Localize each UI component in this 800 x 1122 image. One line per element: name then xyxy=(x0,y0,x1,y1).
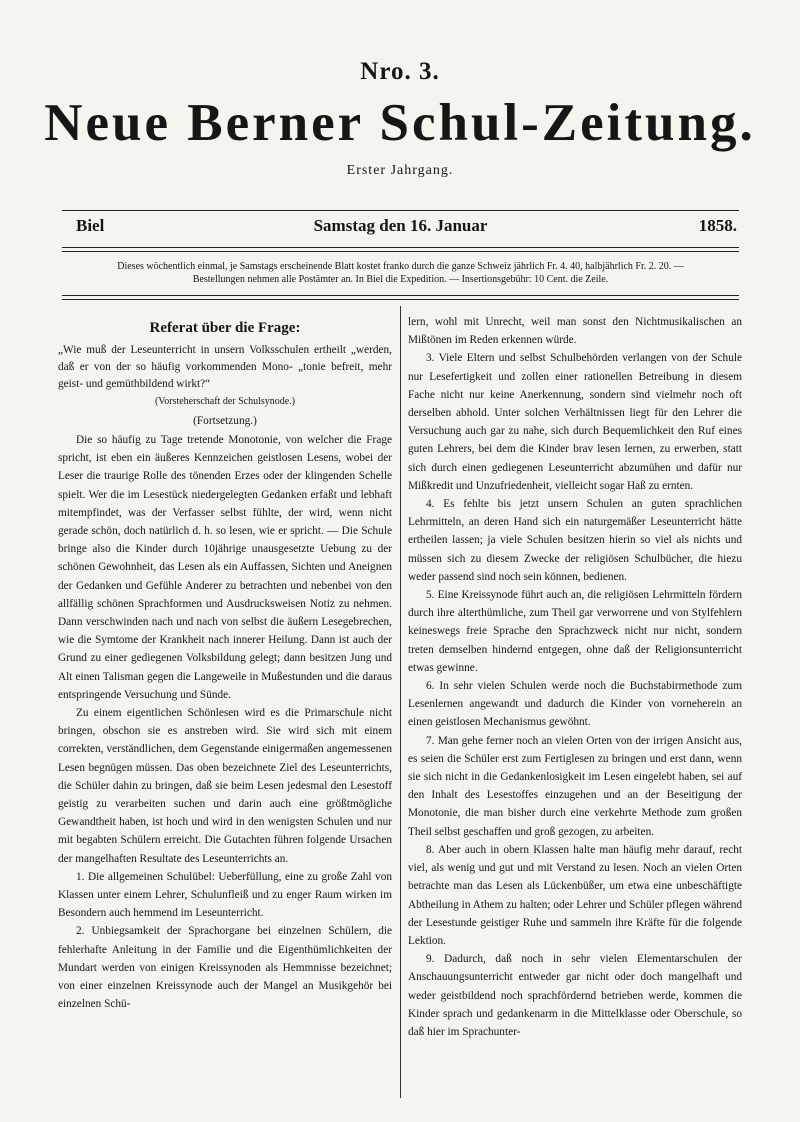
paragraph: 9. Dadurch, daß noch in sehr vielen Elementarschulen der Anschauungsunterricht entweder gar nicht oder doch mangelhaft und weder geistbildend noch sprachfördernd betrieben werde, kommen die Kinder sprach und gedankenarm in die Mittelklasse oder Oberschule, so daß hier im Sprachunter- xyxy=(408,953,742,1038)
dateline-year: 1858. xyxy=(698,216,737,235)
right-column xyxy=(408,313,742,1041)
newspaper-title: Neue Berner Schul-Zeitung. xyxy=(44,94,756,152)
paragraph: 8. Aber auch in obern Klassen halte man häufig mehr darauf, recht viel, als wenig und gut und mit Verstand zu lesen. Noch an vielen Orten betrachte man das Lesen als Lückenbüßer, um etwa eine unbeschäftigte Abtheilung in Athem zu halten; oder Lehrer und Schüler pflegen während der Lesestunde geistiger Ruhe und sammeln ihre Kräfte für die folgende Lektion. xyxy=(408,843,742,947)
paragraph: 4. Es fehlte bis jetzt unsern Schulen an guten sprachlichen Lehrmitteln, an deren Hand sich ein naturgemäßer Leseunterricht hätte ertheilen lassen; ja viele Schulen besitzen hierin so viel als nichts und müssen sich zu diesem Zwecke der religiösen Schulbücher, die hiezu weder passend sind noch sein können, bedienen. xyxy=(408,498,742,583)
paragraph: 7. Man gehe ferner noch an vielen Orten von der irrigen Ansicht aus, es seien die Schüler erst zum Fertiglesen zu bringen und erst dann, wenn sie sich nicht in die Gedankenlosigkeit im Lesen eingelebt haben, sei auf den Inhalt des Lesestoffes einzugehen und an der Beseitigung der Monotonie, die man bisher durch eine verkehrte Methode zum großen Theil selbst geschaffen und groß gezogen, zu arbeiten. xyxy=(408,734,742,838)
paragraph: Zu einem eigentlichen Schönlesen wird es die Primarschule nicht bringen, obschon sie es anstreben wird. Sie wird sich mit einem correkten, verständlichen, dem Gegenstande einigermaßen angemessenen Lesen begnügen müssen. Das oben bezeichnete Ziel des Leseunterrichts, die Schüler dahin zu bringen, daß sie beim Lesen jedesmal den Lesestoff geistig zu verarbeiten suchen und darin auch eine größtmögliche Gewandtheit haben, ist hoch und wird in den wenigsten Schulen und nur mit begabten Schülern erreicht. Die Gutachten führen folgende Ursachen der mangelhaften Resultate des Leseunterrichts an. xyxy=(58,707,392,865)
column-divider xyxy=(400,306,401,1098)
paragraph: lern, wohl mit Unrecht, weil man sonst den Nichtmusikalischen an Mißtönen im Reden erkennen würde. xyxy=(408,316,742,347)
top-rule xyxy=(62,210,739,211)
paragraph: 6. In sehr vielen Schulen werde noch die Buchstabirmethode zum Lesenlernen angewandt und dadurch die Kinder von vorneherein an einen geistlosen Mechanismus gewöhnt. xyxy=(408,680,742,729)
dateline-rule-2 xyxy=(62,251,739,252)
article-attribution: (Vorsteherschaft der Schulsynode.) xyxy=(154,396,296,407)
left-column xyxy=(58,313,392,1014)
paragraph: 3. Viele Eltern und selbst Schulbehörden verlangen von der Schule nur Lesefertigkeit und zollen einer rationellen Betreibung in diesem Fache nicht nur keine Anerkennung, sondern sind vielmehr noch oft derselben abhold. Unter solchen Verhältnissen liegt für den Lehrer die Versuchung auch gar zu nahe, sich durch Bequemlichkeit den Ruf eines guten Lehrers, bei dem die Kinder brav lesen lernen, zu erwerben, statt sich durch einen gediegenen Leseunterricht abzumühen und dafür nur Mißkredit und Unzufriedenheit, vielleicht sogar Haß zu ernten. xyxy=(408,352,742,492)
dateline-place: Biel xyxy=(76,216,105,235)
issue-number: Nro. 3. xyxy=(360,58,440,85)
subscription-line-2: Bestellungen nehmen alle Postämter an. In Biel die Expedition. — Insertionsgebühr: 10 Cent. die Zeile. xyxy=(192,274,609,285)
paragraph: 1. Die allgemeinen Schulübel: Ueberfüllung, eine zu große Zahl von Klassen unter einem Lehrer, Schulunfleiß und zu enger Raum wirken im Besondern auch hemmend im Leseunterricht. xyxy=(58,870,392,920)
subscription-line-1: Dieses wöchentlich einmal, je Samstags erscheinende Blatt kostet franko durch die ganze Schweiz jährlich Fr. 4. 40, halbjährlich Fr. 2. 20. — xyxy=(117,261,684,272)
header-rule-1 xyxy=(62,295,739,296)
dateline-rule-1 xyxy=(62,247,739,248)
subscription-notice xyxy=(62,260,739,286)
volume-label: Erster Jahrgang. xyxy=(346,163,454,178)
paragraph: 2. Unbiegsamkeit der Sprachorgane bei einzelnen Schülern, die fehlerhafte Anleitung in der Familie und die Eigenthümlichkeiten der Mundart werden von einigen Kreissynoden als Hemmnisse bezeichnet; von einer einzelnen Kreissynode auch der Mangel an Musikgehör bei einzelnen Schü- xyxy=(58,925,392,1011)
article-title: Referat über die Frage: xyxy=(149,320,301,336)
continued-label: (Fortsetzung.) xyxy=(193,415,257,427)
dateline-date: Samstag den 16. Januar xyxy=(313,216,488,235)
header-rule-2 xyxy=(62,299,739,300)
article-question: „Wie muß der Leseunterricht in unsern Volksschulen ertheilt „werden, daß er von der so häufig vorkommenden Mono- „tonie befreit, mehr geist- und gemüthbildend wirkt?“ xyxy=(58,344,392,390)
dateline xyxy=(62,216,739,240)
paragraph: 5. Eine Kreissynode führt auch an, die religiösen Lehrmitteln fördern durch ihre alterthümliche, zum Theil gar verworrene und von Stylfehlern keineswegs freie Sprache den Sprachzweck nicht nur nicht, sondern treten demselben hindernd entgegen, ohne daß der Religionsunterricht etwas gewinne. xyxy=(408,589,742,674)
paragraph: Die so häufig zu Tage tretende Monotonie, von welcher die Frage spricht, ist eben ein äußeres Kennzeichen geistlosen Lesens, wobei der Leser die traurige Rolle des tönenden Erzes oder der klingenden Schelle spielt. Wer die im Lesestück niedergelegten Gedanken erfaßt und lebhaft mitempfindet, was der Verfasser selbst fühlte, der wird, wenn nicht gerade schön, doch natürlich d. h. so lesen, wie er spricht. — Die Schule bringe also die Kinder durch 10jährige unausgesetzte Uebung zu der schönen Gewohnheit, das Lesen als ein Auffassen, Sichten und Aneignen der Gedanken und Gefühle Anderer zu betrachten und nebenbei von den allfällig schönen Sprachformen und Ausdrucksweisen Notiz zu nehmen. Dann verschwinden nach und nach von selbst die äußern Lesegebrechen, wie die Symtome der Krankheit nach innerer Heilung. Dann ist auch der Grund zu einer gediegenen Volksbildung gelegt; dann besitzen Jung und Alt einen Talisman gegen die Langeweile in Mußestunden und die daraus entspringende Versuchung und Sünde. xyxy=(58,434,392,701)
